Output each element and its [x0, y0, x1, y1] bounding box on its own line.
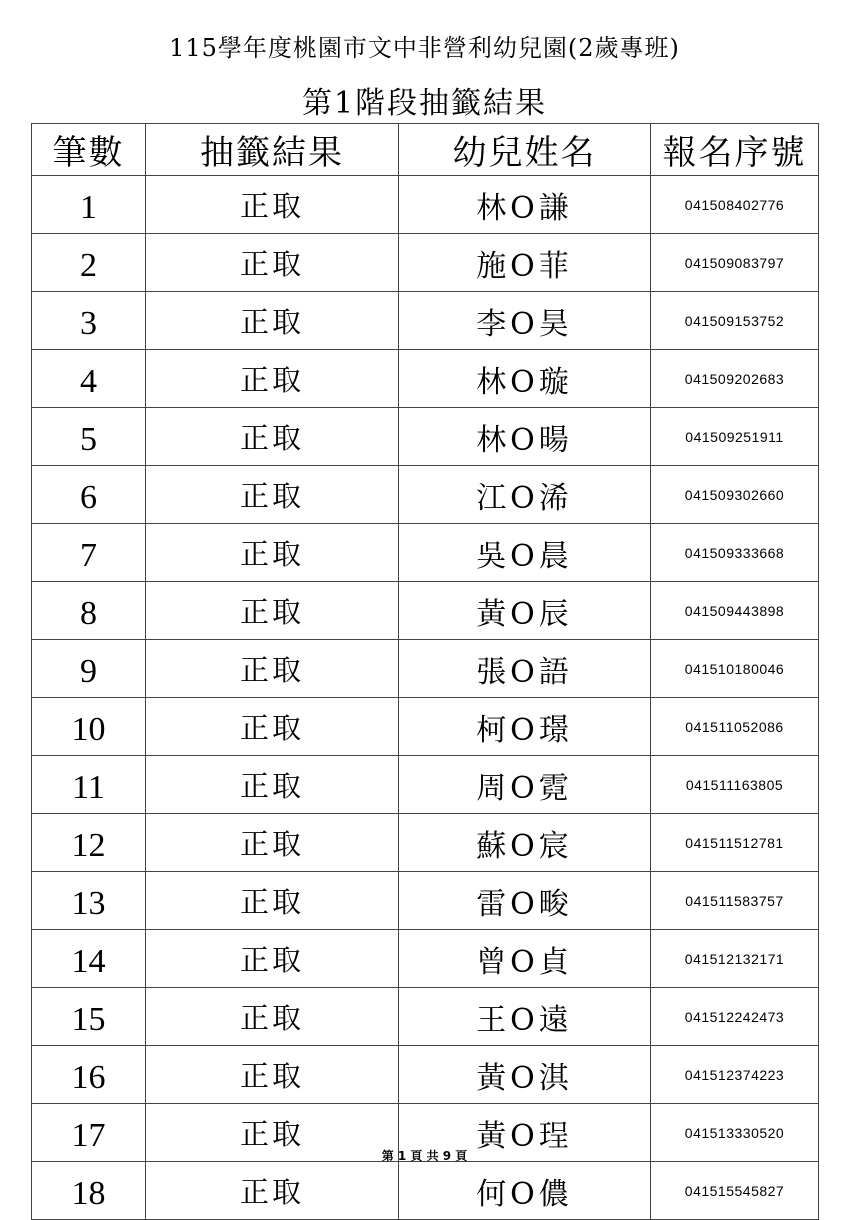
row-result: 正取	[146, 292, 399, 350]
row-number: 10	[32, 698, 146, 756]
row-result: 正取	[146, 1046, 399, 1104]
table-row	[32, 930, 819, 988]
document-subtitle: 第1階段抽籤結果	[301, 86, 548, 121]
row-number: 8	[32, 582, 146, 640]
row-number: 9	[32, 640, 146, 698]
table-row	[32, 350, 819, 408]
table-row	[32, 698, 819, 756]
row-registration-number: 041512242473	[651, 988, 819, 1046]
row-child-name: 黃O辰	[399, 582, 651, 640]
header-number: 筆數	[32, 124, 146, 176]
document-title: 115學年度桃園市文中非營利幼兒園(2歲專班)	[169, 34, 680, 62]
row-registration-number: 041511512781	[651, 814, 819, 872]
row-child-name: 柯O璟	[399, 698, 651, 756]
row-registration-number: 041509443898	[651, 582, 819, 640]
row-child-name: 曾O貞	[399, 930, 651, 988]
row-child-name: 吳O晨	[399, 524, 651, 582]
row-number: 11	[32, 756, 146, 814]
row-result: 正取	[146, 524, 399, 582]
table-row	[32, 292, 819, 350]
table-row	[32, 872, 819, 930]
header-result: 抽籤結果	[146, 124, 399, 176]
header-registration-number: 報名序號	[651, 124, 819, 176]
row-number: 6	[32, 466, 146, 524]
row-number: 13	[32, 872, 146, 930]
row-registration-number: 041509083797	[651, 234, 819, 292]
lottery-results-table	[31, 123, 819, 1220]
row-number: 7	[32, 524, 146, 582]
table-row	[32, 1046, 819, 1104]
row-result: 正取	[146, 1104, 399, 1162]
table-row	[32, 408, 819, 466]
row-registration-number: 041509302660	[651, 466, 819, 524]
row-result: 正取	[146, 756, 399, 814]
row-registration-number: 041511052086	[651, 698, 819, 756]
header-row	[32, 124, 819, 176]
row-number: 14	[32, 930, 146, 988]
row-number: 17	[32, 1104, 146, 1162]
table-row	[32, 466, 819, 524]
row-result: 正取	[146, 698, 399, 756]
table-row	[32, 640, 819, 698]
row-number: 4	[32, 350, 146, 408]
row-registration-number: 041509202683	[651, 350, 819, 408]
row-number: 2	[32, 234, 146, 292]
row-child-name: 黃O淇	[399, 1046, 651, 1104]
table-body	[32, 176, 819, 1220]
row-child-name: 江O浠	[399, 466, 651, 524]
table-row	[32, 524, 819, 582]
row-result: 正取	[146, 176, 399, 234]
row-result: 正取	[146, 582, 399, 640]
row-registration-number: 041510180046	[651, 640, 819, 698]
row-registration-number: 041509251911	[651, 408, 819, 466]
row-child-name: 林O璇	[399, 350, 651, 408]
table-row	[32, 988, 819, 1046]
row-registration-number: 041511163805	[651, 756, 819, 814]
row-result: 正取	[146, 350, 399, 408]
table-row	[32, 814, 819, 872]
row-registration-number: 041511583757	[651, 872, 819, 930]
row-child-name: 蘇O宸	[399, 814, 651, 872]
row-registration-number: 041509333668	[651, 524, 819, 582]
table-row	[32, 1162, 819, 1220]
row-result: 正取	[146, 814, 399, 872]
row-child-name: 林O謙	[399, 176, 651, 234]
table-row	[32, 756, 819, 814]
row-number: 1	[32, 176, 146, 234]
row-result: 正取	[146, 234, 399, 292]
row-registration-number: 041508402776	[651, 176, 819, 234]
row-child-name: 林O暘	[399, 408, 651, 466]
row-child-name: 張O語	[399, 640, 651, 698]
table-row	[32, 176, 819, 234]
row-child-name: 何O儂	[399, 1162, 651, 1220]
row-registration-number: 041515545827	[651, 1162, 819, 1220]
row-number: 12	[32, 814, 146, 872]
row-number: 18	[32, 1162, 146, 1220]
row-number: 16	[32, 1046, 146, 1104]
header-child-name: 幼兒姓名	[399, 124, 651, 176]
row-child-name: 黃O珵	[399, 1104, 651, 1162]
row-child-name: 施O菲	[399, 234, 651, 292]
row-result: 正取	[146, 408, 399, 466]
row-result: 正取	[146, 930, 399, 988]
row-result: 正取	[146, 466, 399, 524]
table-row	[32, 234, 819, 292]
row-registration-number: 041512132171	[651, 930, 819, 988]
row-child-name: 王O遠	[399, 988, 651, 1046]
row-registration-number: 041509153752	[651, 292, 819, 350]
row-child-name: 周O霓	[399, 756, 651, 814]
page-footer: 第 1 頁 共 9 頁	[381, 1149, 468, 1163]
row-result: 正取	[146, 640, 399, 698]
row-registration-number: 041513330520	[651, 1104, 819, 1162]
table-header	[32, 124, 819, 176]
row-number: 5	[32, 408, 146, 466]
table-row	[32, 582, 819, 640]
row-registration-number: 041512374223	[651, 1046, 819, 1104]
row-child-name: 李O昊	[399, 292, 651, 350]
row-result: 正取	[146, 1162, 399, 1220]
row-number: 3	[32, 292, 146, 350]
row-number: 15	[32, 988, 146, 1046]
row-child-name: 雷O畯	[399, 872, 651, 930]
row-result: 正取	[146, 872, 399, 930]
row-result: 正取	[146, 988, 399, 1046]
